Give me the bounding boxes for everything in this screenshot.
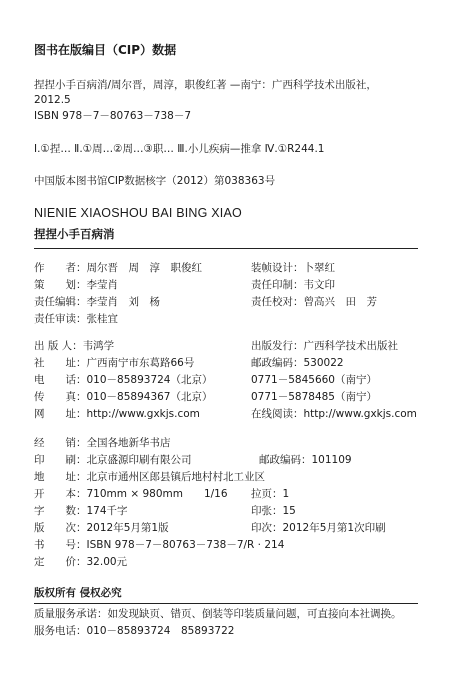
print-words-label: 字 数：: [34, 505, 87, 517]
print-address: [34, 471, 265, 484]
cip-description-line2: 2012.5: [34, 94, 71, 106]
print-sheets: [251, 505, 296, 518]
pub-web-label: 网 址：: [34, 408, 87, 420]
pub-issuer-label: 出版发行：: [251, 340, 304, 352]
credit-proof-value: 曾高兴 田 芳: [303, 296, 377, 308]
pub-phone-value: 010－85893724（北京）: [86, 374, 213, 386]
pub-web-value: http://www.gxkjs.com: [86, 408, 200, 420]
print-words-value: 174千字: [86, 505, 128, 517]
quality-service-promise: 质量服务承诺：如发现缺页、错页、倒装等印装质量问题，可直接向本社调换。: [34, 608, 402, 620]
credit-editor-label: 责任编辑：: [34, 296, 87, 308]
print-format: [34, 488, 228, 501]
rights-reserved: 版权所有 侵权必究: [34, 587, 122, 599]
print-impression-label: 印次：: [251, 522, 283, 534]
credit-author: [34, 262, 202, 275]
print-post-label: 邮政编码：: [259, 454, 312, 466]
cip-record-number: 中国版本图书馆CIP数据核字（2012）第038363号: [34, 175, 276, 187]
cip-description-line1: 捏捏小手百病消/周尔晋，周淳，职俊红著 —南宁：广西科学技术出版社，: [34, 79, 377, 91]
pub-address-label: 社 址：: [34, 357, 87, 369]
pub-address-value: 广西南宁市东葛路66号: [86, 357, 195, 369]
print-postcode: [259, 454, 352, 467]
credit-cover-design: [251, 262, 335, 275]
print-price-value: 32.00元: [86, 556, 128, 568]
print-format-value: 710mm × 980mm 1/16: [86, 488, 228, 500]
credit-author-label: 作 者：: [34, 262, 87, 274]
credit-cover-value: 卜翠红: [303, 262, 335, 274]
print-edition-label: 版 次：: [34, 522, 87, 534]
pub-online-reading: [251, 408, 417, 421]
print-impression-value: 2012年5月第1次印刷: [282, 522, 386, 534]
pub-online-value: http://www.gxkjs.com: [303, 408, 417, 420]
print-insert: [251, 488, 289, 501]
pub-publisher-value: 韦鸿学: [82, 340, 115, 352]
print-price: [34, 556, 127, 569]
pub-issuer-value: 广西科学技术出版社: [303, 340, 398, 352]
book-title: 捏捏小手百病消: [34, 227, 115, 241]
pub-fax-value: 010－85894367（北京）: [86, 391, 213, 403]
print-isbn-value: ISBN 978－7－80763－738－7/R · 214: [86, 539, 285, 551]
credit-review-value: 张桂宜: [86, 313, 118, 325]
credit-proof-label: 责任校对：: [251, 296, 304, 308]
pub-publisher: [34, 340, 114, 353]
credit-reviewer: [34, 313, 118, 326]
print-sheets-label: 印张：: [251, 505, 283, 517]
print-printer-label: 印 刷：: [34, 454, 87, 466]
print-isbn-label: 书 号：: [34, 539, 87, 551]
print-printer: [34, 454, 192, 467]
pub-online-label: 在线阅读：: [251, 408, 304, 420]
print-format-label: 开 本：: [34, 488, 87, 500]
book-pinyin-title: NIENIE XIAOSHOU BAI BING XIAO: [34, 206, 242, 220]
print-impression: [251, 522, 386, 535]
credit-planner-label: 策 划：: [34, 279, 87, 291]
pub-publisher-label: 出 版 人：: [34, 340, 83, 352]
credit-review-label: 责任审读：: [34, 313, 87, 325]
pub-postcode: [251, 357, 344, 370]
credit-print-label: 责任印制：: [251, 279, 304, 291]
credit-editor-value: 李莹肖 刘 杨: [86, 296, 160, 308]
print-word-count: [34, 505, 128, 518]
credit-planner-value: 李莹肖: [86, 279, 118, 291]
rights-divider: [34, 603, 418, 604]
pub-postcode-value: 530022: [303, 357, 344, 369]
pub-postcode-label: 邮政编码：: [251, 357, 304, 369]
print-insert-label: 拉页：: [251, 488, 283, 500]
print-edition: [34, 522, 169, 535]
pub-fax-label: 传 真：: [34, 391, 87, 403]
cip-classification: Ⅰ.①捏… Ⅱ.①周…②周…③职… Ⅲ.小儿疾病—推拿 Ⅳ.①R244.1: [34, 143, 325, 155]
cip-heading: 图书在版编目（CIP）数据: [34, 43, 177, 57]
print-dist-value: 全国各地新华书店: [86, 437, 171, 449]
cip-isbn: ISBN 978－7－80763－738－7: [34, 110, 192, 122]
print-edition-value: 2012年5月第1版: [86, 522, 169, 534]
credit-editor: [34, 296, 160, 309]
print-insert-value: 1: [282, 488, 290, 500]
print-printer-value: 北京盛源印刷有限公司: [86, 454, 192, 466]
print-addr-label: 地 址：: [34, 471, 87, 483]
print-price-label: 定 价：: [34, 556, 87, 568]
credit-author-value: 周尔晋 周 淳 职俊红: [86, 262, 202, 274]
pub-fax: [34, 391, 213, 404]
pub-phone-label: 电 话：: [34, 374, 87, 386]
credit-print-manager: [251, 279, 335, 292]
credit-proofreader: [251, 296, 377, 309]
print-post-value: 101109: [311, 454, 352, 466]
title-divider: [34, 248, 418, 249]
credit-print-value: 韦文印: [303, 279, 335, 291]
pub-phone-nanning: 0771－5845660（南宁）: [251, 374, 377, 386]
print-distributor: [34, 437, 171, 450]
pub-fax-nanning: 0771－5878485（南宁）: [251, 391, 377, 403]
print-isbn: [34, 539, 284, 552]
pub-website: [34, 408, 200, 421]
print-addr-value: 北京市通州区郎县镇后地村村北工业区: [86, 471, 265, 483]
service-phone: 服务电话：010－85893724 85893722: [34, 625, 235, 637]
print-dist-label: 经 销：: [34, 437, 87, 449]
pub-address: [34, 357, 194, 370]
print-sheets-value: 15: [282, 505, 296, 517]
pub-issuer: [251, 340, 398, 353]
pub-phone: [34, 374, 213, 387]
credit-cover-label: 装帧设计：: [251, 262, 304, 274]
credit-planner: [34, 279, 118, 292]
